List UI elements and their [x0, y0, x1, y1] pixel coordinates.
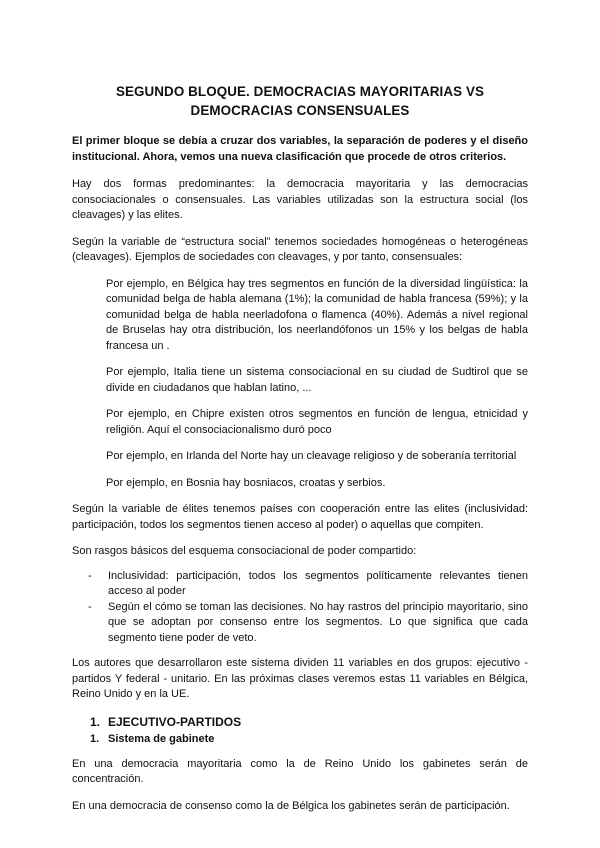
- heading-number: 1.: [90, 714, 101, 729]
- example-irlanda: Por ejemplo, en Irlanda del Norte hay un cleavage religioso y de soberanía territorial: [106, 450, 517, 462]
- section-heading-ejecutivo-partidos: [90, 714, 528, 730]
- document-title: SEGUNDO BLOQUE. DEMOCRACIAS MAYORITARIAS VS DEMOCRACIAS CONSENSUALES: [115, 84, 485, 118]
- paragraph-social-structure: Según la variable de “estructura social” tenemos sociedades homogéneas o heterogéneas (cleavages). Ejemplos de sociedades con cleavages, y por tanto, consensuales:: [72, 235, 528, 263]
- example-chipre: Por ejemplo, en Chipre existen otros segmentos en función de lengua, etnicidad y religión. Aquí el consociacionalismo duró poco: [106, 408, 528, 436]
- list-item: [72, 600, 528, 647]
- heading-text: Sistema de gabinete: [108, 732, 215, 745]
- paragraph-rasgos: Son rasgos básicos del esquema consociacional de poder compartido:: [72, 545, 417, 557]
- list-item-text: Inclusividad: participación, todos los segmentos políticamente relevantes tienen acceso al poder: [108, 569, 528, 597]
- rasgos-list: [72, 569, 528, 647]
- subsection-heading-sistema-gabinete: [90, 731, 528, 747]
- paragraph-elites: Según la variable de élites tenemos países con cooperación entre las elites (inclusividad: participación, todos los segmentos tienen acceso al poder) o aquellas que compiten.: [72, 503, 528, 531]
- example-italia: Por ejemplo, Italia tiene un sistema consociacional en su ciudad de Sudtirol que se divide en ciudadanos que hablan latino, ...: [106, 366, 528, 394]
- examples-block: [106, 277, 528, 492]
- paragraph-reino-unido: En una democracia mayoritaria como la de Reino Unido los gabinetes serán de concentración.: [72, 757, 528, 785]
- example-belgica: Por ejemplo, en Bélgica hay tres segmentos en función de la diversidad lingüística: la comunidad belga de habla alemana (1%); la comunidad de habla francesa (59%); y la comunidad belga de habla neerladofona o flamenca (40%). Además a nivel regional de Bruselas hay otra distribución, los neerlandófonos un 15% y los belgas de habla francesa un .: [106, 277, 528, 352]
- paragraph-autores: Los autores que desarrollaron este sistema dividen 11 variables en dos grupos: ejecutivo - partidos Y federal - unitario. En las próximas clases veremos estas 11 variables en Bélgica, Reino Unido y en la UE.: [72, 657, 528, 700]
- list-dash: -: [88, 600, 92, 613]
- heading-text: EJECUTIVO-PARTIDOS: [108, 714, 242, 729]
- example-bosnia: Por ejemplo, en Bosnia hay bosniacos, croatas y serbios.: [106, 476, 386, 489]
- list-dash: -: [88, 569, 92, 582]
- intro-paragraph: El primer bloque se debía a cruzar dos variables, la separación de poderes y el diseño institucional. Ahora, vemos una nueva clasificación que procede de otros criterios.: [72, 135, 528, 163]
- list-item-text: Según el cómo se toman las decisiones. No hay rastros del principio mayoritario, sino que se adoptan por consenso entre los segmentos. Lo que significa que cada segmento tiene poder de veto.: [108, 600, 528, 644]
- page-content: [72, 82, 528, 825]
- paragraph-belgica: En una democracia de consenso como la de Bélgica los gabinetes serán de participación.: [72, 799, 510, 812]
- paragraph-forms: Hay dos formas predominantes: la democracia mayoritaria y las democracias consociacionales o consensuales. Las variables utilizadas son la estructura social (los cleavages) y las elites.: [72, 178, 528, 221]
- list-item: [72, 569, 528, 600]
- heading-number: 1.: [90, 732, 100, 745]
